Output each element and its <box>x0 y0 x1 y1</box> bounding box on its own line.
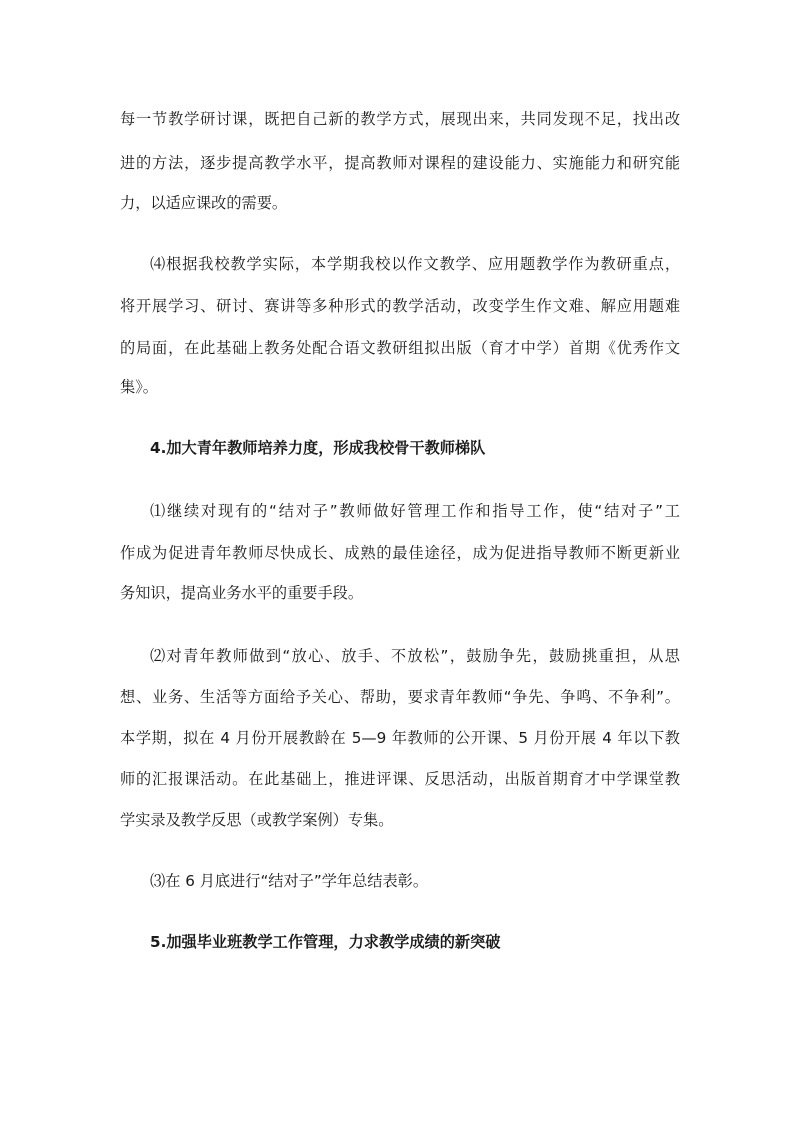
section-heading: 5.加强毕业班教学工作管理，力求教学成绩的新突破 <box>150 933 501 951</box>
paragraph-line: 师的汇报课活动。在此基础上，推进评课、反思活动，出版首期育才中学课堂教 <box>120 770 680 788</box>
paragraph-line: 进的方法，逐步提高教学水平，提高教师对课程的建设能力、实施能力和研究能 <box>120 154 680 172</box>
paragraph-line: 本学期，拟在 4 月份开展教龄在 5—9 年教师的公开课、5 月份开展 4 年以下教 <box>120 729 680 747</box>
paragraph-line: ⑴继续对现有的“结对子”教师做好管理工作和指导工作，使“结对子”工 <box>150 502 680 520</box>
paragraph-line: 力，以适应课改的需要。 <box>120 194 288 212</box>
paragraph-line: 的局面，在此基础上教务处配合语文教研组拟出版（育才中学）首期《优秀作文 <box>120 339 680 357</box>
paragraph-line: ⑵对青年教师做到“放心、放手、不放松”，鼓励争先，鼓励挑重担，从思 <box>150 647 680 665</box>
paragraph-line: 每一节教学研讨课，既把自己新的教学方式，展现出来，共同发现不足，找出改 <box>120 110 680 128</box>
paragraph-line: 将开展学习、研讨、赛讲等多种形式的教学活动，改变学生作文难、解应用题难 <box>120 297 680 315</box>
paragraph-line: ⑶在 6 月底进行“结对子”学年总结表彰。 <box>150 872 429 890</box>
paragraph-line: 作成为促进青年教师尽快成长、成熟的最佳途径，成为促进指导教师不断更新业 <box>120 544 680 562</box>
paragraph-line: 务知识，提高业务水平的重要手段。 <box>120 584 363 602</box>
paragraph-line: 想、业务、生活等方面给予关心、帮助，要求青年教师“争先、争鸣、不争利”。 <box>120 688 680 706</box>
paragraph-line: 学实录及教学反思（或教学案例）专集。 <box>120 811 394 829</box>
paragraph-line: ⑷根据我校教学实际，本学期我校以作文教学、应用题教学作为教研重点， <box>150 255 680 273</box>
paragraph-line: 集》。 <box>120 378 158 396</box>
section-heading: 4.加大青年教师培养力度，形成我校骨干教师梯队 <box>150 439 486 457</box>
